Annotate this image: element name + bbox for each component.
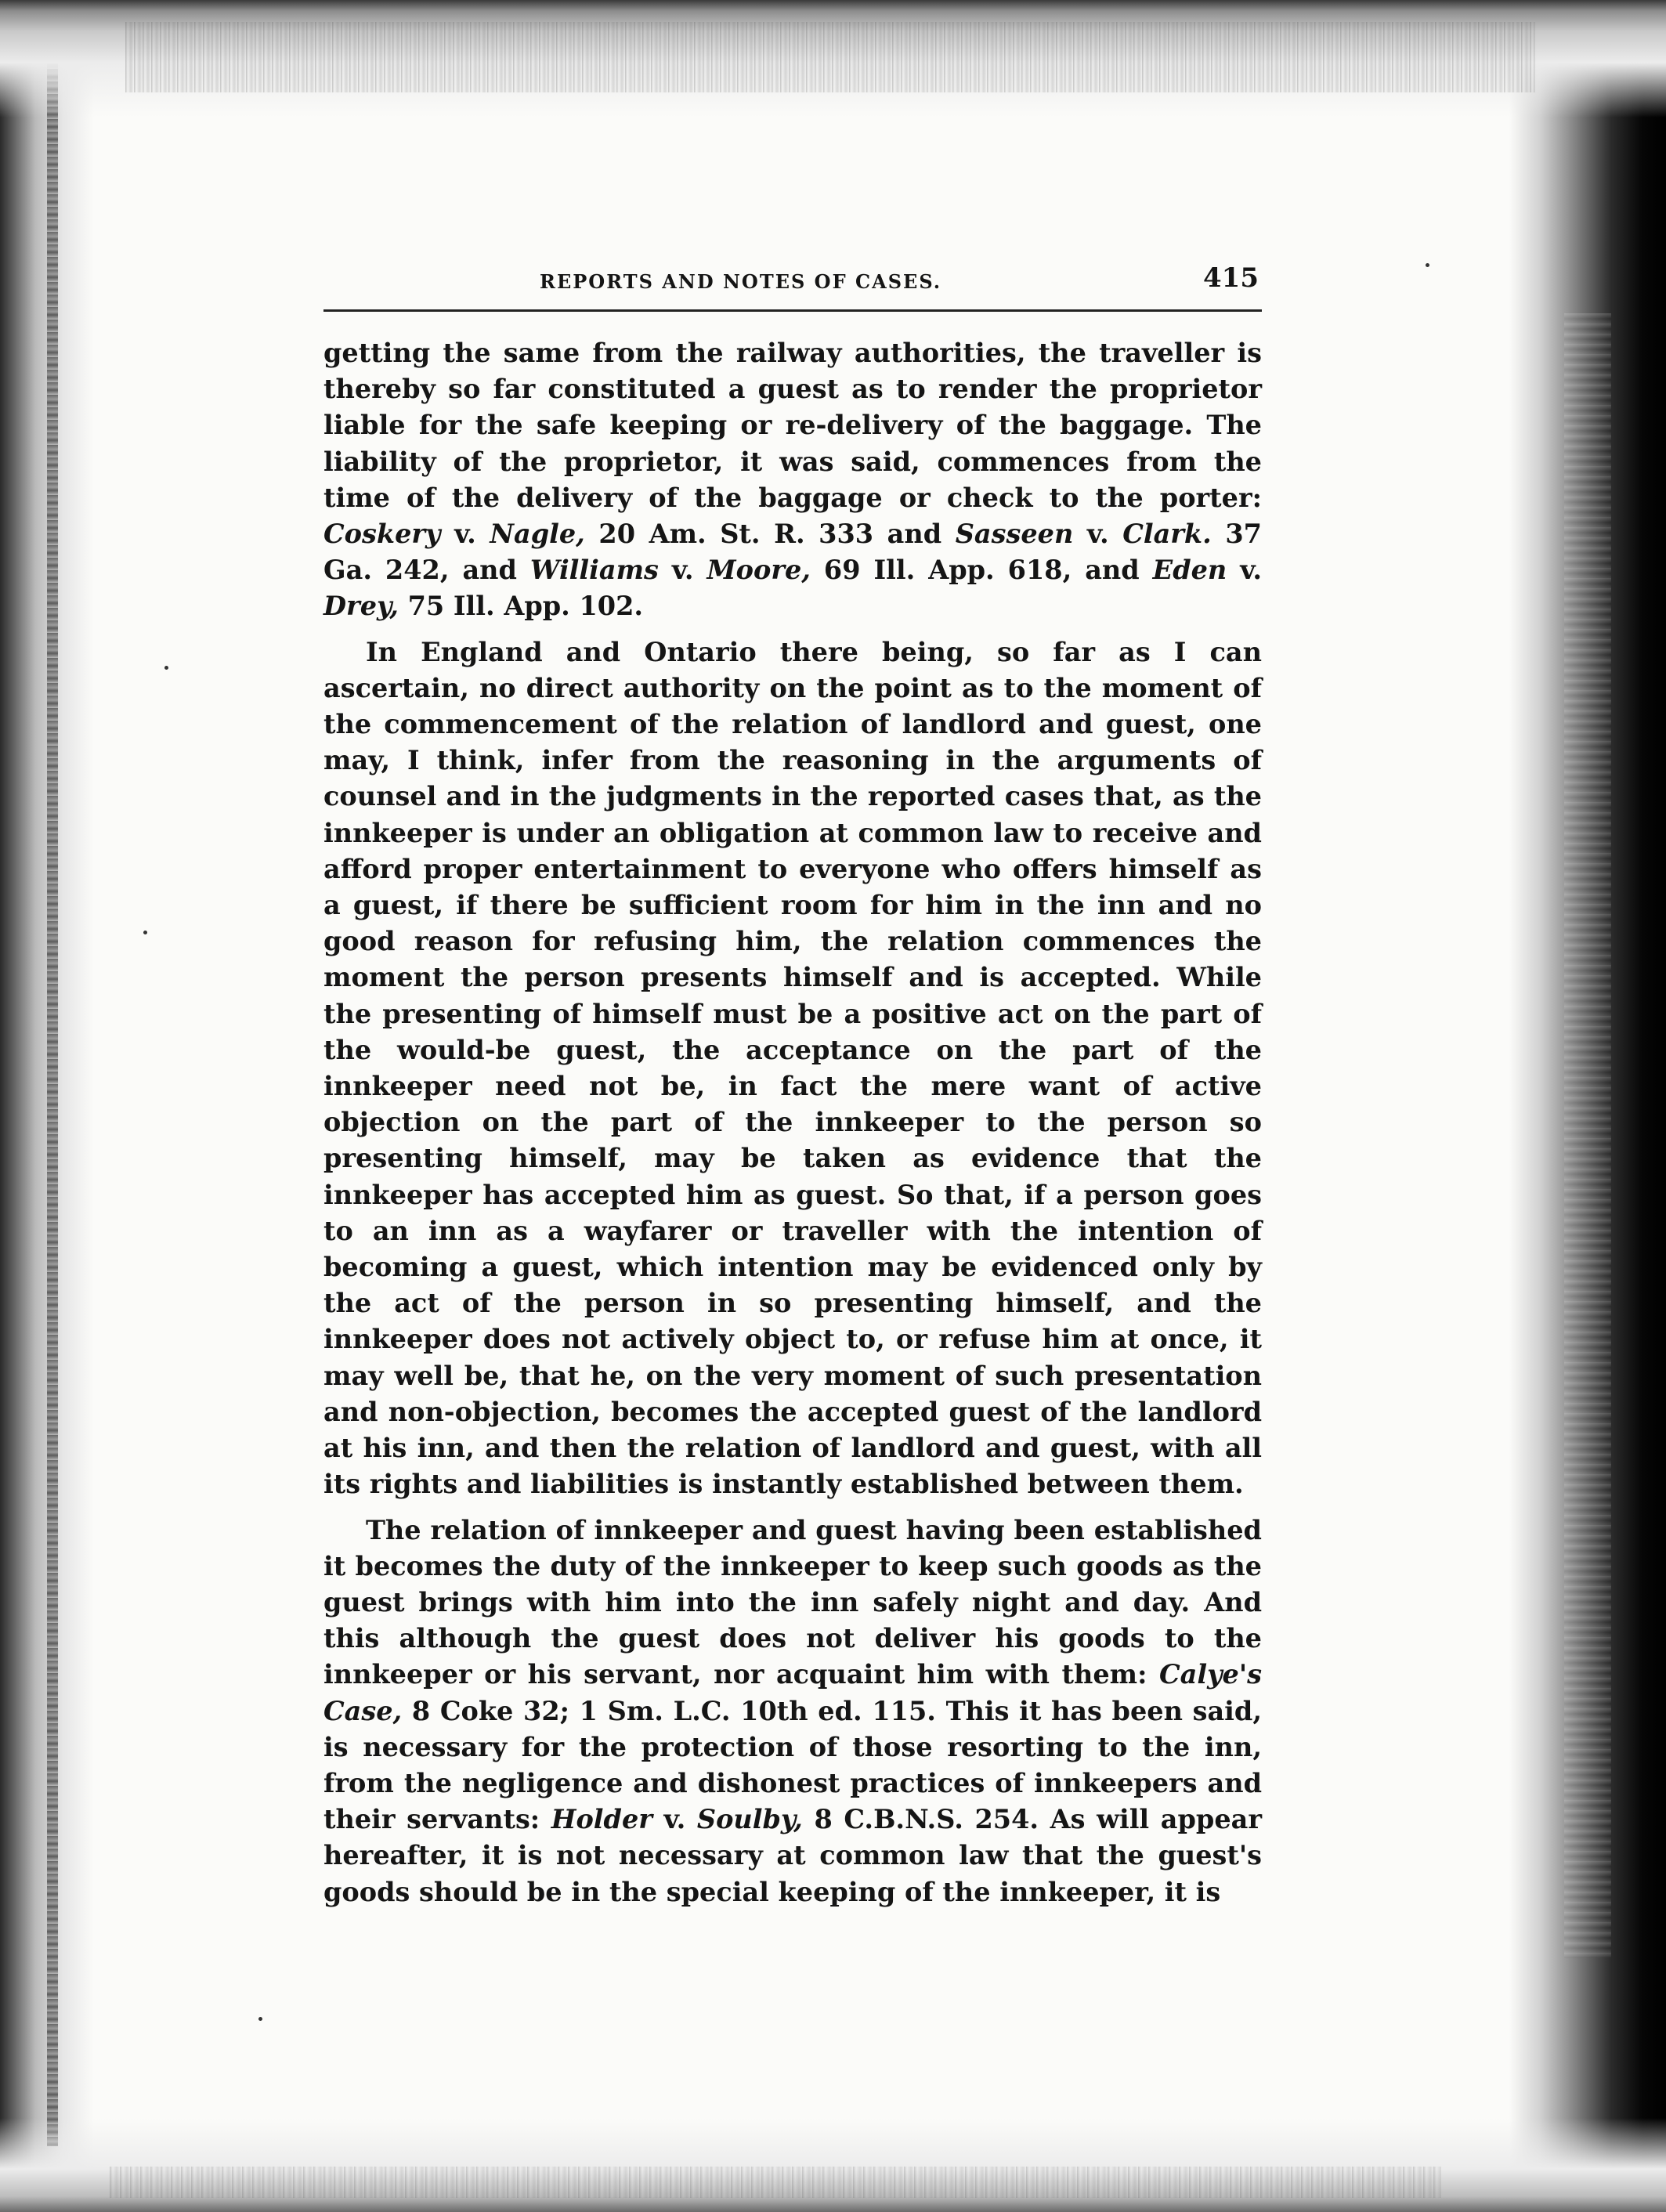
bottom-scan-noise (110, 2167, 1441, 2198)
case-name: Sasseen (955, 519, 1074, 550)
case-name: Williams (529, 555, 659, 586)
paragraph-3 (323, 1513, 1262, 1910)
case-name: Calye's Case, (323, 1659, 1262, 1726)
text-run: 8 C.B.N.S. 254. As will appear hereafter, it is not necessary at common law that the guest's goods should be in the special keeping of the innkeeper, it is (323, 1804, 1262, 1907)
text-run: 75 Ill. App. 102. (398, 591, 644, 622)
right-scan-noise (1564, 313, 1611, 1958)
text-run: v. (440, 519, 490, 550)
text-run: The relation of innkeeper and guest having been established it becomes the duty of the innkeeper to keep such goods as the guest brings with him into the inn safely night and day. And this although the guest does not deliver his goods to the innkeeper or his servant, nor acquaint him with them: (323, 1514, 1262, 1690)
text-run: 69 Ill. App. 618, and (810, 555, 1153, 586)
case-name: Eden (1152, 555, 1227, 586)
page-number: 415 (1203, 262, 1259, 294)
scan-speck (143, 931, 147, 934)
text-run: 20 Am. St. R. 333 and (584, 519, 956, 550)
running-title: REPORTS AND NOTES OF CASES. (540, 270, 942, 293)
paragraph-2: In England and Ontario there being, so far as I can ascertain, no direct authority on the point as to the moment of the commencement of the relation of landlord and guest, one may, I think, infer from the reasoning in the arguments of counsel and in the judgments in the reported cases that, as the innkeeper is under an obligation at common law to receive and afford proper entertainment to everyone who offers himself as a guest, if there be sufficient room for him in the inn and no good reason for refusing him, the relation commences the moment the person presents himself and is accepted. While the presenting of himself must be a positive act on the part of the would-be guest, the acceptance on the part of the innkeeper need not be, in fact the mere want of active objection on the part of the innkeeper to the person so presenting himself, may be taken as evidence that the innkeeper has accepted him as guest. So that, if a person goes to an inn as a wayfarer or traveller with the intention of becoming a guest, which intention may be evidenced only by the act of the person in so presenting himself, and the innkeeper does not actively object to, or refuse him at once, it may well be, that he, on the very moment of such presentation and non-objection, becomes the accepted guest of the landlord at his inn, and then the relation of landlord and guest, with all its rights and liabilities is instantly established between them. (323, 636, 1262, 1500)
text-run: 8 Coke 32; 1 Sm. L.C. 10th ed. 115. This it has been said, is necessary for the protection of those resorting to the inn, from the negligence and dishonest practices of innkeepers and their servants: (323, 1695, 1262, 1835)
case-name: Nagle, (490, 519, 585, 550)
header-rule (323, 309, 1262, 312)
binding-edge (47, 31, 58, 2146)
top-scan-noise (125, 22, 1535, 92)
case-name: Moore, (707, 555, 811, 586)
scan-speck (1426, 263, 1429, 267)
body-text (323, 335, 1262, 1910)
case-name: Clark. (1122, 519, 1212, 550)
case-name: Holder (551, 1804, 652, 1835)
running-header (323, 262, 1262, 300)
case-name: Coskery (323, 519, 441, 550)
text-run: v. (1073, 519, 1123, 550)
scan-speck (164, 666, 168, 670)
book-page (323, 262, 1262, 1920)
text-run: 37 Ga. 242, and (323, 519, 1262, 586)
text-run: getting the same from the railway authorities, the traveller is thereby so far constituted a guest as to render the proprietor liable for the safe keeping or re-delivery of the baggage. The liability of the proprietor, it was said, commences from the time of the delivery of the baggage or check to the porter: (323, 338, 1262, 513)
text-run: v. (652, 1804, 697, 1835)
case-name: Drey, (323, 591, 399, 622)
bottom-scan-shadow (0, 2118, 1666, 2212)
scan-speck (258, 2017, 262, 2021)
text-run: v. (658, 555, 707, 586)
paragraph-1 (323, 335, 1262, 625)
case-name: Soulby, (696, 1804, 803, 1835)
text-run: v. (1227, 555, 1263, 586)
